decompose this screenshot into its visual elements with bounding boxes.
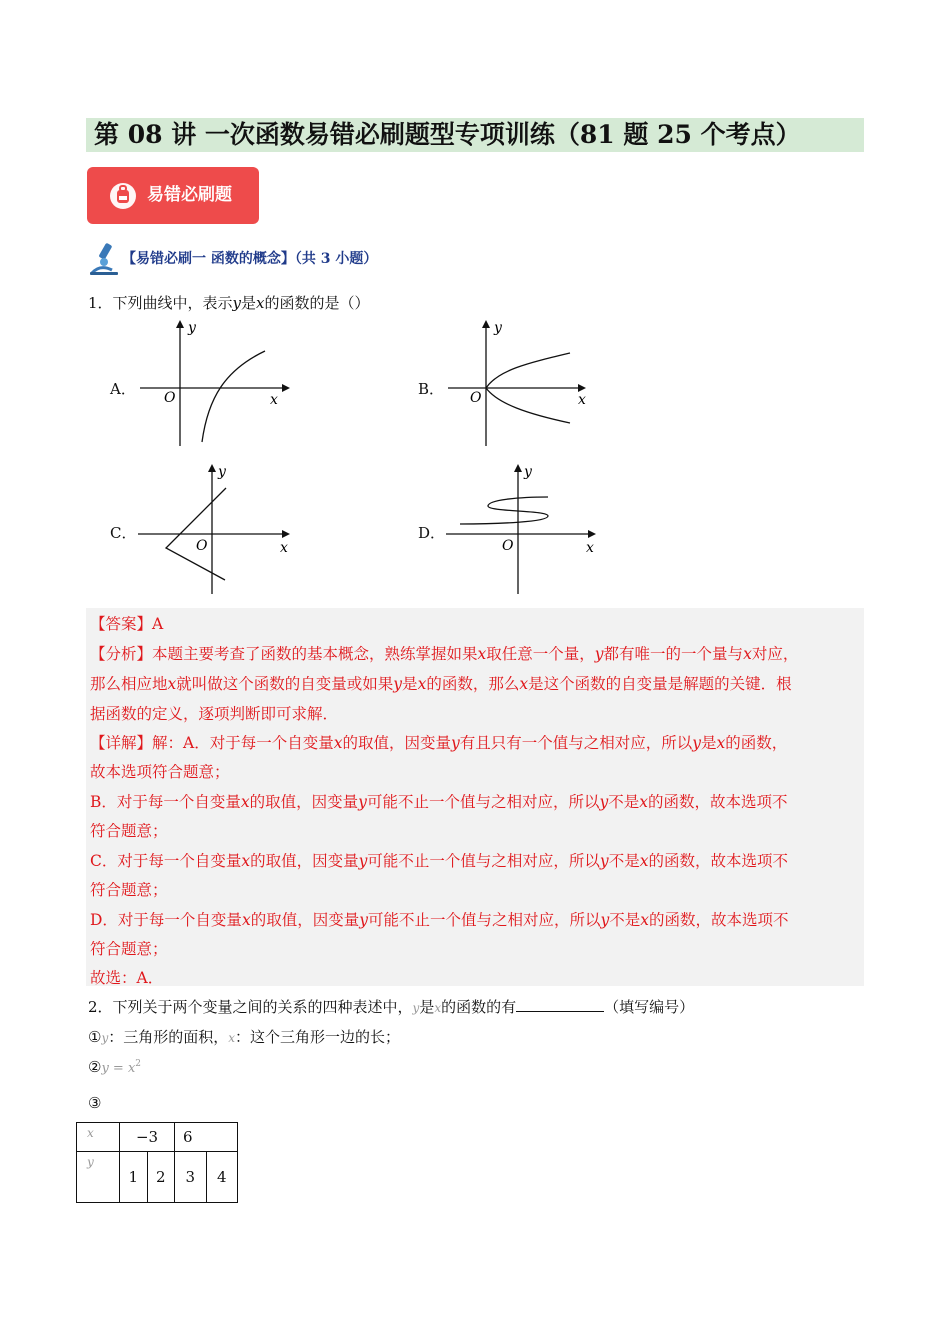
y-axis-label: y xyxy=(218,464,226,480)
table-cell: 3 xyxy=(175,1152,207,1203)
statement-2: ②y = $x^2$ xyxy=(88,1058,142,1076)
answer-box xyxy=(86,608,864,986)
page-title: 第 08 讲 一次函数易错必刷题型专项训练（81 题 25 个考点） xyxy=(94,120,801,149)
table-cell: y xyxy=(77,1152,120,1203)
detail-line: 符合题意； xyxy=(90,881,168,899)
answer-line: 【答案】A xyxy=(90,615,164,633)
table-cell: 4 xyxy=(206,1152,238,1203)
statement-1: ①y：三角形的面积，x：这个三角形一边的长； xyxy=(88,1028,401,1046)
section-badge xyxy=(87,167,259,224)
statement-3: ③ xyxy=(88,1094,102,1112)
question-1-stem: 1．下列曲线中，表示y是x的函数的是（） xyxy=(88,294,370,312)
graph-option-d xyxy=(438,462,608,596)
backpack-icon xyxy=(107,179,139,211)
option-c-label: C． xyxy=(110,524,137,542)
option-a-label: A． xyxy=(110,380,136,398)
table-row xyxy=(77,1152,238,1203)
table-cell: 6 xyxy=(175,1123,238,1152)
graph-option-a xyxy=(130,318,300,450)
graph-option-b xyxy=(438,318,608,450)
final-choice-line: 故选：A． xyxy=(90,969,164,987)
question-2-stem: 2．下列关于两个变量之间的关系的四种表述中，y是x的函数的有 （填写编号） xyxy=(88,998,695,1016)
origin-label: O xyxy=(502,538,514,554)
detail-line: D．对于每一个自变量x的取值，因变量y可能不止一个值与之相对应，所以y不是x的函数，故本选项不 xyxy=(90,911,789,929)
x-axis-label: x xyxy=(270,392,278,408)
microscope-icon xyxy=(88,240,122,276)
table-row xyxy=(77,1123,238,1152)
y-axis-label: y xyxy=(188,320,196,336)
origin-label: O xyxy=(470,390,482,406)
origin-label: O xyxy=(164,390,176,406)
analysis-line: 据函数的定义，逐项判断即可求解． xyxy=(90,705,339,723)
x-axis-label: x xyxy=(280,540,288,556)
y-axis-label: y xyxy=(524,464,532,480)
detail-line: C．对于每一个自变量x的取值，因变量y可能不止一个值与之相对应，所以y不是x的函数，故本选项不 xyxy=(90,852,788,870)
badge-label: 易错必刷题 xyxy=(147,185,232,205)
option-b-label: B． xyxy=(418,380,445,398)
analysis-line: 【分析】本题主要考查了函数的基本概念，熟练掌握如果x取任意一个量，y都有唯一的一个量与x对应， xyxy=(90,645,799,663)
title-bar xyxy=(86,118,864,152)
detail-line: 符合题意； xyxy=(90,940,168,958)
y-axis-label: y xyxy=(494,320,502,336)
section-title: 【易错必刷一 函数的概念】（共 3 小题） xyxy=(122,251,378,267)
table-cell: 1 xyxy=(120,1152,148,1203)
detail-line: 故本选项符合题意； xyxy=(90,763,230,781)
table-cell: x xyxy=(77,1123,120,1152)
x-axis-label: x xyxy=(586,540,594,556)
graph-option-c xyxy=(130,462,300,596)
analysis-line: 那么相应地x就叫做这个函数的自变量或如果y是x的函数，那么x是这个函数的自变量是解题的关键．根 xyxy=(90,675,792,693)
x-axis-label: x xyxy=(578,392,586,408)
table-cell: −3 xyxy=(120,1123,175,1152)
option-d-label: D． xyxy=(418,524,446,542)
detail-line: 【详解】解：A．对于每一个自变量x的取值，因变量y有且只有一个值与之相对应，所以y是x的函数， xyxy=(90,734,788,752)
detail-line: B．对于每一个自变量x的取值，因变量y可能不止一个值与之相对应，所以y不是x的函数，故本选项不 xyxy=(90,793,788,811)
detail-line: 符合题意； xyxy=(90,822,168,840)
table-cell: 2 xyxy=(147,1152,175,1203)
origin-label: O xyxy=(196,538,208,554)
value-table xyxy=(76,1122,238,1203)
answer-blank[interactable] xyxy=(516,997,604,1012)
